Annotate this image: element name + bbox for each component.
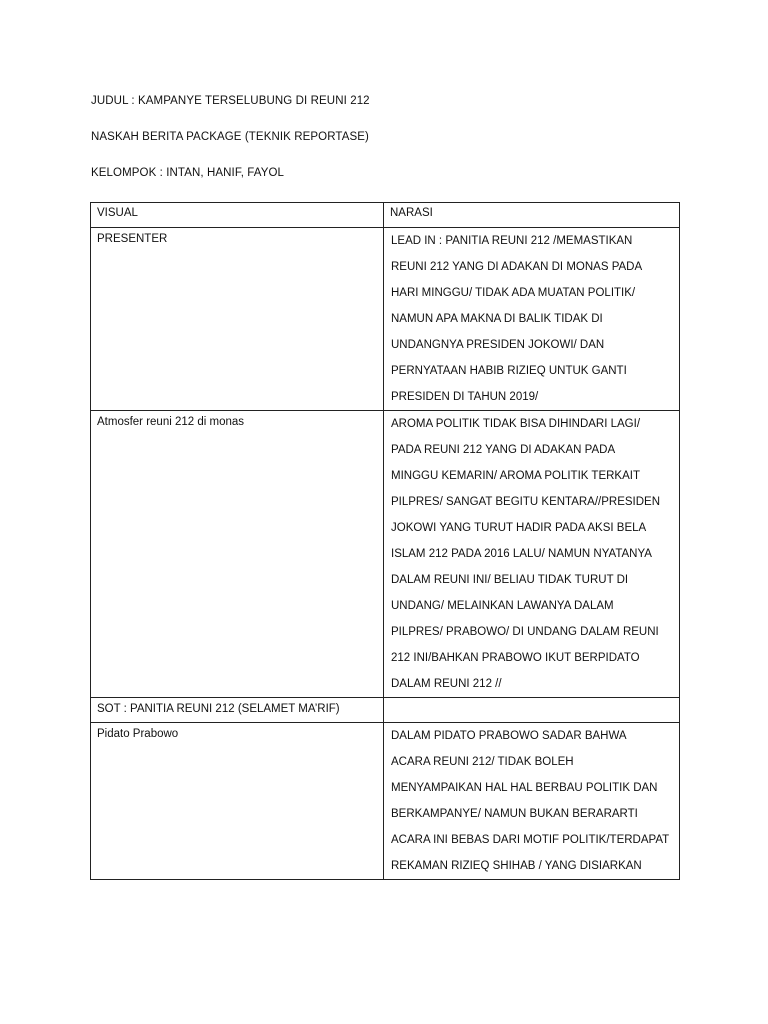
visual-cell <box>91 411 384 698</box>
narasi-line: DALAM REUNI 212 // <box>391 678 502 690</box>
narasi-line: PERNYATAAN HABIB RIZIEQ UNTUK GANTI <box>391 365 627 377</box>
narasi-line: BERKAMPANYE/ NAMUN BUKAN BERARARTI <box>391 808 638 820</box>
narasi-line: PADA REUNI 212 YANG DI ADAKAN PADA <box>391 444 616 456</box>
narasi-line: NAMUN APA MAKNA DI BALIK TIDAK DI <box>391 313 603 325</box>
narasi-line: LEAD IN : PANITIA REUNI 212 /MEMASTIKAN <box>391 235 633 247</box>
table-header-row <box>91 203 680 228</box>
table-row <box>91 698 680 723</box>
visual-text: SOT : PANITIA REUNI 212 (SELAMET MA’RIF) <box>97 703 340 715</box>
table-row <box>91 228 680 411</box>
narasi-line: MENYAMPAIKAN HAL HAL BERBAU POLITIK DAN <box>391 782 658 794</box>
narasi-line: REUNI 212 YANG DI ADAKAN DI MONAS PADA <box>391 261 643 273</box>
table-row <box>91 723 680 880</box>
narasi-line: PILPRES/ SANGAT BEGITU KENTARA//PRESIDEN <box>391 496 661 508</box>
narasi-line: UNDANGNYA PRESIDEN JOKOWI/ DAN <box>391 339 605 351</box>
narasi-line: DALAM REUNI INI/ BELIAU TIDAK TURUT DI <box>391 574 629 586</box>
narasi-cell <box>384 228 680 411</box>
visual-cell <box>91 228 384 411</box>
narasi-cell <box>384 411 680 698</box>
narasi-line: ACARA INI BEBAS DARI MOTIF POLITIK/TERDAPAT <box>391 834 670 846</box>
document-title: JUDUL : KAMPANYE TERSELUBUNG DI REUNI 212 <box>91 95 370 107</box>
visual-text: Pidato Prabowo <box>97 728 179 740</box>
narasi-line: MINGGU KEMARIN/ AROMA POLITIK TERKAIT <box>391 470 640 482</box>
narasi-line: AROMA POLITIK TIDAK BISA DIHINDARI LAGI/ <box>391 418 641 430</box>
narasi-line: 212 INI/BAHKAN PRABOWO IKUT BERPIDATO <box>391 652 640 664</box>
narasi-line: UNDANG/ MELAINKAN LAWANYA DALAM <box>391 600 614 612</box>
visual-text: Atmosfer reuni 212 di monas <box>97 416 245 428</box>
narasi-line: JOKOWI YANG TURUT HADIR PADA AKSI BELA <box>391 522 647 534</box>
column-header-narasi: NARASI <box>384 203 680 228</box>
narasi-line: ISLAM 212 PADA 2016 LALU/ NAMUN NYATANYA <box>391 548 652 560</box>
group-members-line: KELOMPOK : INTAN, HANIF, FAYOL <box>91 167 285 179</box>
narasi-line: HARI MINGGU/ TIDAK ADA MUATAN POLITIK/ <box>391 287 636 299</box>
narasi-line: PRESIDEN DI TAHUN 2019/ <box>391 391 539 403</box>
narasi-cell-empty <box>384 698 680 723</box>
script-table <box>90 202 680 880</box>
column-header-visual: VISUAL <box>91 203 384 228</box>
narasi-line: ACARA REUNI 212/ TIDAK BOLEH <box>391 756 574 768</box>
visual-cell <box>91 698 384 723</box>
script-type-line: NASKAH BERITA PACKAGE (TEKNIK REPORTASE) <box>91 131 369 143</box>
visual-cell <box>91 723 384 880</box>
table-row <box>91 411 680 698</box>
visual-text: PRESENTER <box>97 233 168 245</box>
narasi-line: PILPRES/ PRABOWO/ DI UNDANG DALAM REUNI <box>391 626 659 638</box>
narasi-line: REKAMAN RIZIEQ SHIHAB / YANG DISIARKAN <box>391 860 642 872</box>
narasi-line: DALAM PIDATO PRABOWO SADAR BAHWA <box>391 730 627 742</box>
narasi-cell <box>384 723 680 880</box>
